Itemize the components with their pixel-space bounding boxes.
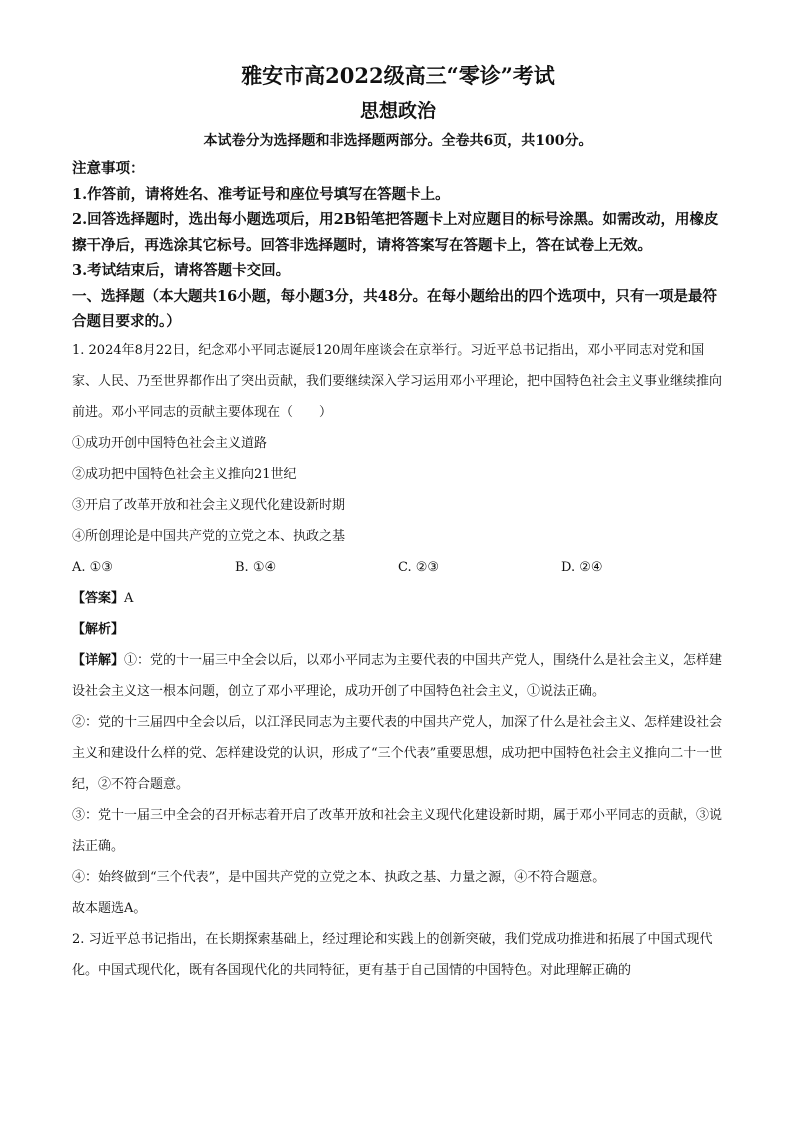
option-c: C. ②③	[398, 559, 440, 575]
notes-heading: 注意事项：	[72, 160, 145, 177]
subject-title: 思想政治	[359, 100, 436, 122]
question-1-conclusion: 故本题选A。	[72, 900, 147, 916]
detail-paragraph-3: ③：党十一届三中全会的召开标志着开启了改革开放和社会主义现代化建设新时期，属于邓小平同志的贡献，③说法正确。	[72, 807, 723, 854]
answer-value: A	[124, 590, 134, 606]
detail-text-1: ①：党的十一届三中全会以后，以邓小平同志为主要代表的中国共产党人，围绕什么是社会主义，怎样建设社会主义这一根本问题，创立了邓小平理论，成功开创了中国特色社会主义，①说法正确。	[72, 652, 723, 699]
question-1-statement-2: ②成功把中国特色社会主义推向21世纪	[72, 466, 297, 482]
note-item-3: 3.考试结束后，请将答题卡交回。	[72, 262, 291, 279]
option-d: D. ②④	[561, 559, 603, 575]
document-page	[72, 62, 724, 986]
detail-paragraph-2: ②：党的十三届四中全会以后，以江泽民同志为主要代表的中国共产党人，加深了什么是社会主义、怎样建设社会主义和建设什么样的党、怎样建设党的认识，形成了“三个代表”重要思想，成功把中国特色社会主义推向二十一世纪，②不符合题意。	[72, 714, 723, 792]
question-1-answer	[72, 583, 724, 614]
option-a: A. ①③	[72, 559, 113, 575]
analysis-tag: 【解析】	[72, 621, 125, 637]
question-1-stem: 1. 2024年8月22日，纪念邓小平同志诞辰120周年座谈会在京举行。习近平总书记指出，邓小平同志对党和国家、人民、乃至世界都作出了突出贡献，我们要继续深入学习运用邓小平理论，把中国特色社会主义事业继续推向前进。邓小平同志的贡献主要体现在（ ）	[72, 342, 723, 420]
question-1-statement-4: ④所创理论是中国共产党的立党之本、执政之基	[72, 528, 346, 544]
section-heading: 一、选择题（本大题共16小题，每小题3分，共48分。在每小题给出的四个选项中，只有一项是最符合题目要求的。）	[72, 287, 717, 330]
question-1-options	[72, 552, 724, 583]
option-b: B. ①④	[235, 559, 277, 575]
detail-paragraph-1	[72, 645, 724, 707]
detail-paragraph-4: ④：始终做到“三个代表”，是中国共产党的立党之本、执政之基、力量之源，④不符合题意。	[72, 869, 606, 885]
note-item-2: 2.回答选择题时，选出每小题选项后，用2B铅笔把答题卡上对应题目的标号涂黑。如需改动，用橡皮擦干净后，再选涂其它标号。回答非选择题时，请将答案写在答题卡上，答在试卷上无效。	[72, 211, 719, 254]
exam-title: 雅安市高2022级高三“零诊”考试	[241, 63, 555, 88]
answer-tag: 【答案】	[72, 590, 125, 606]
question-2-stem: 2. 习近平总书记指出，在长期探索基础上，经过理论和实践上的创新突破，我们党成功推进和拓展了中国式现代化。中国式现代化，既有各国现代化的共同特征，更有基于自己国情的中国特色。对此理解正确的	[72, 931, 713, 978]
question-1-statement-3: ③开启了改革开放和社会主义现代化建设新时期	[72, 497, 346, 513]
exam-intro: 本试卷分为选择题和非选择题两部分。全卷共6页，共100分。	[203, 133, 593, 149]
note-item-1: 1.作答前，请将姓名、准考证号和座位号填写在答题卡上。	[72, 185, 450, 203]
detail-tag: 【详解】	[72, 652, 125, 668]
question-1-statement-1: ①成功开创中国特色社会主义道路	[72, 435, 268, 451]
